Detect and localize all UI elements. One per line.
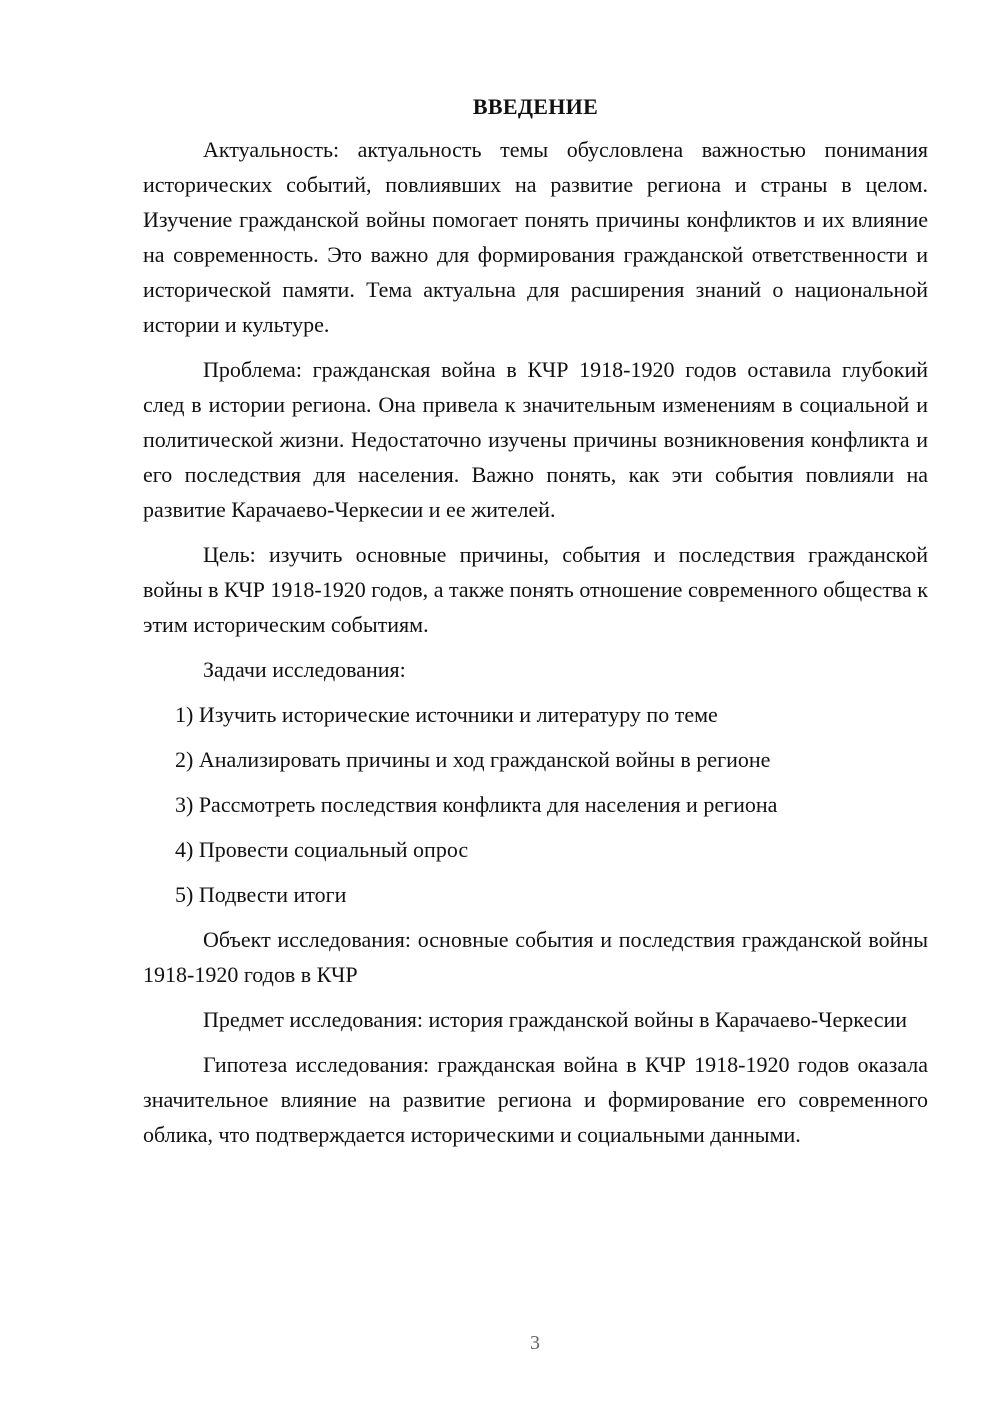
task-item: 4) Провести социальный опрос <box>175 837 469 862</box>
tasks-list <box>143 697 928 912</box>
task-item: 3) Рассмотреть последствия конфликта для населения и региона <box>175 792 778 817</box>
task-item: 2) Анализировать причины и ход гражданской войны в регионе <box>175 747 771 772</box>
section-heading: ВВЕДЕНИЕ <box>472 94 599 119</box>
task-item: 5) Подвести итоги <box>175 882 347 907</box>
problem-paragraph: Проблема: гражданская война в КЧР 1918-1920 годов оставила глубокий след в истории региона. Она привела к значительным изменениям в социальной и политической жизни. Недостаточно изучены причины возникновения конфликта и его последствия для населения. Важно понять, как эти события повлияли на развитие Карачаево-Черкесии и ее жителей. <box>143 357 928 522</box>
document-page <box>143 92 928 1162</box>
tasks-title: Задачи исследования: <box>203 657 406 682</box>
task-item: 1) Изучить исторические источники и литературу по теме <box>175 702 718 727</box>
goal-paragraph: Цель: изучить основные причины, события и последствия гражданской войны в КЧР 1918-1920 годов, а также понять отношение современного общества к этим историческим событиям. <box>143 542 928 637</box>
subject-paragraph: Предмет исследования: история гражданской войны в Карачаево-Черкесии <box>203 1007 907 1032</box>
hypothesis-paragraph: Гипотеза исследования: гражданская война в КЧР 1918-1920 годов оказала значительное влияние на развитие региона и формирование его современного облика, что подтверждается историческими и социальными данными. <box>143 1052 928 1147</box>
relevance-paragraph: Актуальность: актуальность темы обусловлена важностью понимания исторических событий, повлиявших на развитие региона и страны в целом. Изучение гражданской войны помогает понять причины конфликтов и их влияние на современность. Это важно для формирования гражданской ответственности и исторической памяти. Тема актуальна для расширения знаний о национальной истории и культуре. <box>143 137 928 337</box>
page-number: 3 <box>530 1332 540 1354</box>
object-paragraph: Объект исследования: основные события и последствия гражданской войны 1918-1920 годов в КЧР <box>143 927 928 987</box>
